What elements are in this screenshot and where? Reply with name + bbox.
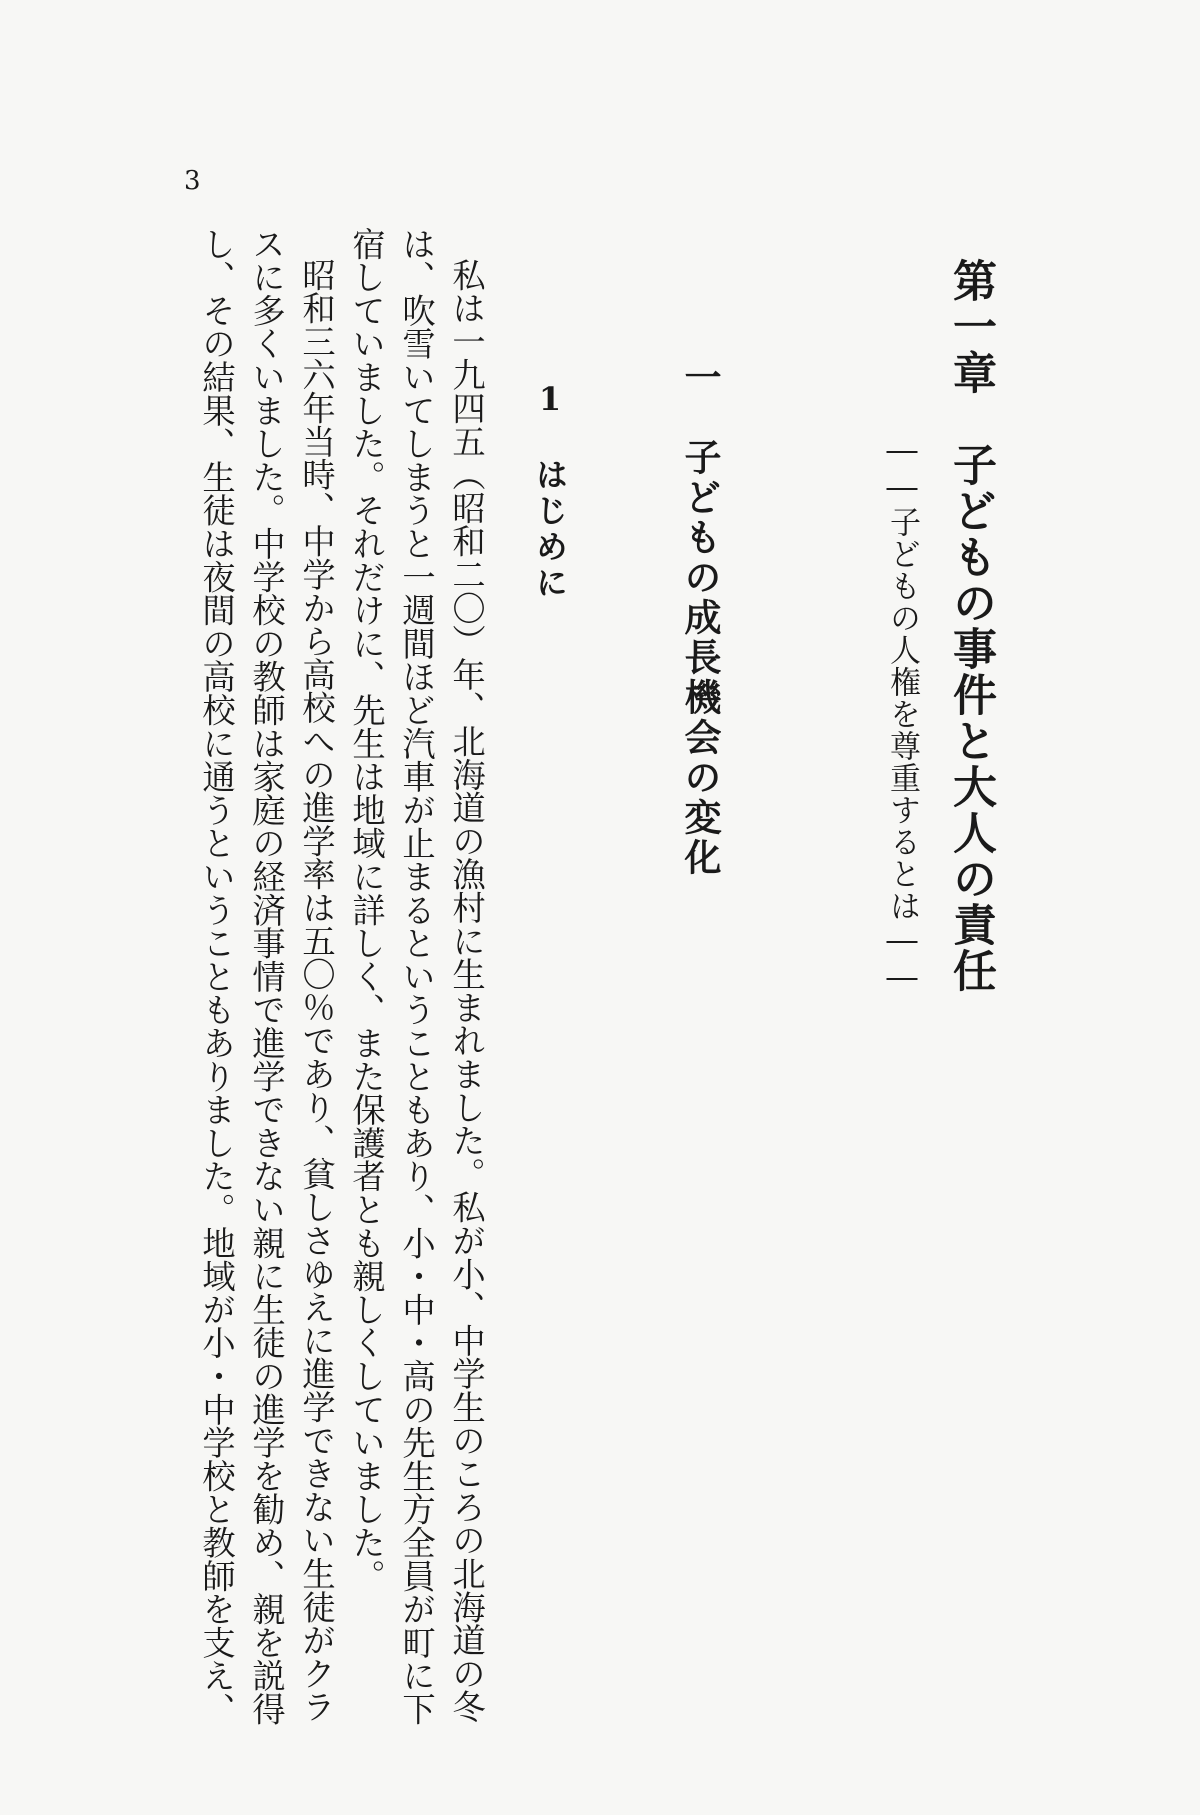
subsection-heading: 1 はじめに: [531, 380, 569, 602]
section-heading: 一 子どもの成長機会の変化: [678, 358, 722, 878]
chapter-subtitle: ――子どもの人権を尊重するとは――: [884, 432, 920, 996]
body-line: 昭和三六年当時、中学から高校への進学率は五〇％であり、貧しさゆえに進学できない生徒がクラ: [297, 258, 336, 1724]
body-line: 宿していました。それだけに、先生は地域に詳しく、また保護者とも親しくしていました。: [347, 227, 386, 1593]
chapter-title: 第一章 子どもの事件と大人の責任: [945, 258, 996, 994]
page-number: 3: [184, 166, 201, 196]
body-line: スに多くいました。中学校の教師は家庭の経済事情で進学できない親に生徒の進学を勧め、親を説得: [247, 227, 286, 1726]
body-line: 私は一九四五（昭和二〇）年、北海道の漁村に生まれました。私が小、中学生のころの北海道の冬: [447, 258, 486, 1724]
body-line: は、吹雪いてしまうと一週間ほど汽車が止まるということもあり、小・中・高の先生方全員が町に下: [397, 227, 436, 1726]
body-line: し、その結果、生徒は夜間の高校に通うということもありました。地域が小・中学校と教師を支え、: [197, 227, 236, 1726]
